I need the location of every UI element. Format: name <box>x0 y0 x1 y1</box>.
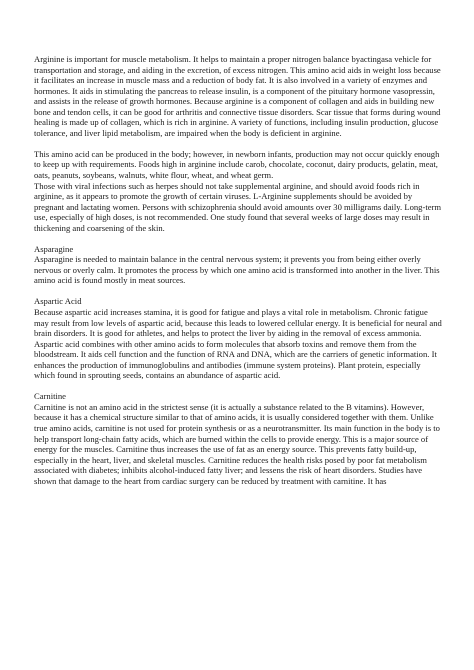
aspartic-acid-paragraph: Because aspartic acid increases stamina, it is good for fatigue and plays a vital role in metabolism. Chronic fatigue may result from low levels of aspartic acid, because this leads to lowered cellular energy. It is beneficial for neural and brain disorders. It is good for athletes, and helps to protect the liver by aiding in the removal of excess ammonia. Aspartic acid combines with other amino acids to form molecules that absorb toxins and remove them from the bloodstream. It aids cell function and the function of RNA and DNA, which are the carriers of genetic information. It enhances the production of immunoglobulins and antibodies (immune system proteins). Plant protein, especially which found in sprouting seeds, contains an abundance of aspartic acid. <box>34 306 442 381</box>
paragraph-gap <box>34 286 442 297</box>
aspartic-acid-heading: Aspartic Acid <box>34 296 82 307</box>
arginine-paragraph-2: This amino acid can be produced in the body; however, in newborn infants, production may not occur quickly enough to keep up with requirements. Foods high in arginine include carob, chocolate, coconut, dairy products, gelatin, meat, oats, peanuts, soybeans, walnuts, white flour, wheat, and wheat germ. <box>34 148 440 180</box>
carnitine-paragraph: Carnitine is not an amino acid in the strictest sense (it is actually a substance related to the B vitamins). However, because it has a chemical structure similar to that of amino acids, it is usually considered together with them. Unlike true amino acids, carnitine is not used for protein synthesis or as a neurotransmitter. Its main function in the body is to help transport long-chain fatty acids, which are burned within the cells to provide energy. This is a major source of energy for the muscles. Carnitine thus increases the use of fat as an energy source. This prevents fatty build-up, especially in the heart, liver, and skeletal muscles. Carnitine reduces the health risks posed by poor fat metabolism associated with diabetes; inhibits alcohol-induced fatty liver; and lessens the risk of heart disorders. Studies have shown that damage to the heart from cardiac surgery can be reduced by treatment with carnitine. It has <box>34 401 440 486</box>
arginine-paragraph-1: Arginine is important for muscle metabolism. It helps to maintain a proper nitrogen balance byactingasa vehicle for transportation and storage, and aiding in the excretion, of excess nitrogen. This amino acid aids in weight loss because it facilitates an increase in muscle mass and a reduction of body fat. It is also involved in a variety of enzymes and hormones. It aids in stimulating the pancreas to release insulin, is a component of the pituitary hormone vasopressin, and assists in the release of growth hormones. Because arginine is a component of collagen and aids in building new bone and tendon cells, it can be good for arthritis and connective tissue disorders. Scar tissue that forms during wound healing is made up of collagen, which is rich in arginine. A variety of functions, including insulin production, glucose tolerance, and liver lipid metabolism, are impaired when the body is deficient in arginine. <box>34 54 441 138</box>
asparagine-paragraph: Asparagine is needed to maintain balance in the central nervous system; it prevents you from being either overly nervous or overly calm. It promotes the process by which one amino acid is transformed into another in the liver. This amino acid is found mostly in meat sources. <box>34 254 440 286</box>
document-page <box>34 54 442 486</box>
arginine-paragraph-3: Those with viral infections such as herpes should not take supplemental arginine, and should avoid foods rich in arginine, as it appears to promote the growth of certain viruses. L-Arginine supplements should be avoided by pregnant and lactating women. Persons with schizophrenia should avoid amounts over 30 milligrams daily. Long-term use, especially of high doses, is not recommended. One study found that several weeks of large doses may result in thickening and coarsening of the skin. <box>34 180 442 233</box>
asparagine-heading: Asparagine <box>34 243 74 254</box>
paragraph-gap <box>34 138 442 149</box>
paragraph-gap <box>34 381 442 392</box>
paragraph-gap <box>34 233 442 244</box>
carnitine-heading: Carnitine <box>34 391 66 402</box>
